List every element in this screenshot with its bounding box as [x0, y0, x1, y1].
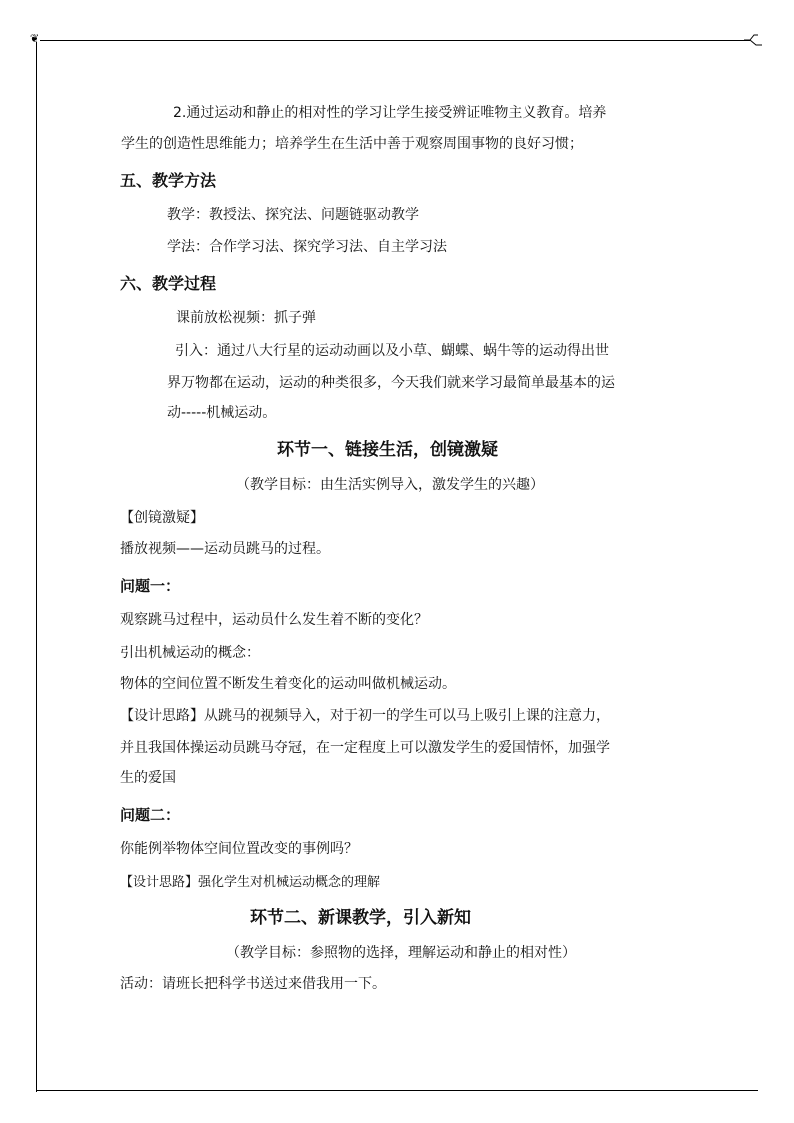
page-border-left [36, 42, 37, 1092]
section-6-title: 六、教学过程 [120, 274, 217, 293]
pre-class-video: 课前放松视频：抓子弹 [176, 310, 316, 326]
goal-line-2: 学生的创造性思维能力；培养学生在生活中善于观察周围事物的良好习惯； [121, 136, 583, 152]
design-note-2: 【设计思路】强化学生对机械运动概念的理解 [120, 875, 381, 890]
page-fold-icon [744, 34, 762, 46]
question-1-text: 观察跳马过程中，运动员什么发生着不断的变化？ [120, 612, 428, 628]
part-1-video: 播放视频——运动员跳马的过程。 [120, 541, 330, 557]
intro-line-1: 引入：通过八大行星的运动动画以及小草、蝴蝶、蜗牛等的运动得出世 [175, 343, 609, 359]
question-2-title: 问题二： [120, 806, 181, 824]
intro-line-3: 动-----机械运动。 [167, 405, 277, 421]
concept-intro: 引出机械运动的概念： [120, 645, 260, 661]
design-note-1-line-2: 并且我国体操运动员跳马夺冠，在一定程度上可以激发学生的爱国情怀，加强学 [120, 740, 610, 756]
part-1-tag: 【创镜激疑】 [120, 510, 204, 526]
part-1-goal: （教学目标：由生活实例导入，激发学生的兴趣） [236, 477, 544, 493]
activity-text: 活动：请班长把科学书送过来借我用一下。 [120, 976, 386, 992]
page-border-bottom [36, 1090, 758, 1091]
section-5-title: 五、教学方法 [120, 171, 217, 190]
design-note-1-line-1: 【设计思路】从跳马的视频导入，对于初一的学生可以马上吸引上课的注意力， [120, 708, 610, 724]
part-2-title: 环节二、新课教学，引入新知 [250, 908, 471, 928]
question-2-text: 你能例举物体空间位置改变的事例吗？ [120, 841, 358, 857]
part-2-goal: （教学目标：参照物的选择，理解运动和静止的相对性） [226, 945, 576, 961]
design-note-1-line-3: 生的爱国 [120, 770, 176, 786]
page-border-top [40, 40, 750, 41]
learn-method: 学法：合作学习法、探究学习法、自主学习法 [167, 239, 447, 255]
corner-mark-icon: ❦ [30, 32, 40, 45]
concept-definition: 物体的空间位置不断发生着变化的运动叫做机械运动。 [120, 676, 456, 692]
question-1-title: 问题一： [120, 577, 181, 595]
intro-line-2: 界万物都在运动，运动的种类很多，今天我们就来学习最简单最基本的运 [167, 375, 615, 391]
teach-method: 教学：教授法、探究法、问题链驱动教学 [167, 207, 419, 223]
part-1-title: 环节一、链接生活，创镜激疑 [277, 440, 498, 460]
goal-line-1: 2.通过运动和静止的相对性的学习让学生接受辨证唯物主义教育。培养 [173, 105, 607, 121]
